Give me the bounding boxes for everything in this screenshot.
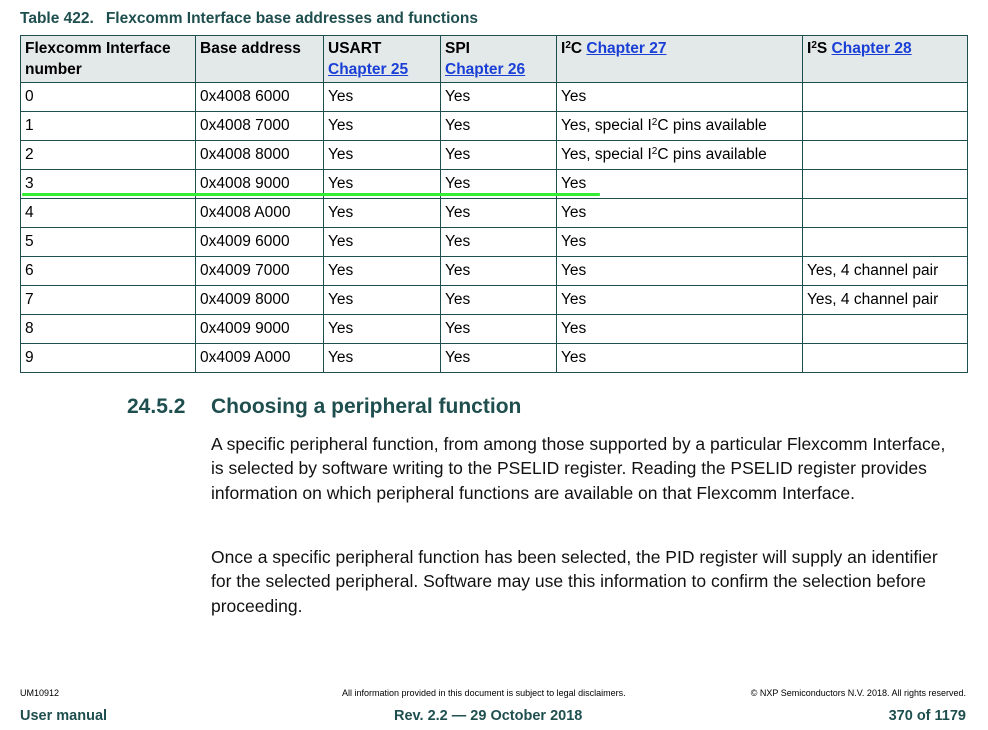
cell-i2s: Yes, 4 channel pair <box>803 257 968 286</box>
cell-usart: Yes <box>324 112 441 141</box>
cell-spi: Yes <box>441 170 557 199</box>
cell-i2c: Yes <box>557 257 803 286</box>
footer-revision: Rev. 2.2 — 29 October 2018 <box>394 708 583 724</box>
i2s-chapter-link[interactable]: Chapter 28 <box>831 40 912 57</box>
header-usart: USART Chapter 25 <box>324 36 441 83</box>
footer-doc-type: User manual <box>20 708 108 724</box>
cell-number: 9 <box>21 344 196 373</box>
section-title: Choosing a peripheral function <box>211 395 522 418</box>
cell-base-address: 0x4009 A000 <box>196 344 324 373</box>
header-base-address: Base address <box>196 36 324 83</box>
flexcomm-table <box>20 35 968 373</box>
header-spi: SPI Chapter 26 <box>441 36 557 83</box>
cell-usart: Yes <box>324 170 441 199</box>
cell-usart: Yes <box>324 199 441 228</box>
cell-i2c: Yes <box>557 199 803 228</box>
cell-number: 4 <box>21 199 196 228</box>
spi-chapter-link[interactable]: Chapter 26 <box>445 61 526 78</box>
header-i2c: $I^2C$ Chapter 27 <box>557 36 803 83</box>
cell-i2s <box>803 228 968 257</box>
table-row <box>21 112 968 141</box>
table-caption <box>20 10 478 28</box>
table-row <box>21 286 968 315</box>
cell-number: 6 <box>21 257 196 286</box>
cell-i2c: Yes <box>557 228 803 257</box>
cell-number: 2 <box>21 141 196 170</box>
table-row <box>21 344 968 373</box>
cell-base-address: 0x4008 7000 <box>196 112 324 141</box>
cell-base-address: 0x4009 9000 <box>196 315 324 344</box>
cell-base-address: 0x4008 A000 <box>196 199 324 228</box>
footer-doc-id: UM10912 <box>20 688 60 698</box>
cell-i2s <box>803 141 968 170</box>
section-number: 24.5.2 <box>127 395 186 418</box>
cell-i2s <box>803 170 968 199</box>
cell-i2s <box>803 199 968 228</box>
cell-i2c: Yes <box>557 83 803 112</box>
table-row <box>21 228 968 257</box>
table-row <box>21 315 968 344</box>
table-row <box>21 199 968 228</box>
header-flexcomm: Flexcomm Interface number <box>21 36 196 83</box>
cell-spi: Yes <box>441 344 557 373</box>
cell-usart: Yes <box>324 228 441 257</box>
cell-spi: Yes <box>441 257 557 286</box>
cell-i2c: Yes <box>557 170 803 199</box>
cell-i2s <box>803 315 968 344</box>
cell-number: 7 <box>21 286 196 315</box>
cell-base-address: 0x4008 8000 <box>196 141 324 170</box>
footer-page-number: 370 of 1179 <box>888 708 966 724</box>
cell-spi: Yes <box>441 83 557 112</box>
table-row <box>21 141 968 170</box>
footer-disclaimer: All information provided in this document is subject to legal disclaimers. <box>342 688 626 698</box>
cell-usart: Yes <box>324 141 441 170</box>
cell-base-address: 0x4009 7000 <box>196 257 324 286</box>
footer-copyright: © NXP Semiconductors N.V. 2018. All rights reserved. <box>750 688 966 698</box>
cell-spi: Yes <box>441 286 557 315</box>
cell-i2c: Yes <box>557 315 803 344</box>
cell-base-address: 0x4009 8000 <box>196 286 324 315</box>
cell-base-address: 0x4008 6000 <box>196 83 324 112</box>
cell-spi: Yes <box>441 228 557 257</box>
cell-usart: Yes <box>324 257 441 286</box>
header-i2s: $I^2S$ Chapter 28 <box>803 36 968 83</box>
cell-usart: Yes <box>324 315 441 344</box>
cell-base-address: 0x4008 9000 <box>196 170 324 199</box>
highlight-underline <box>22 193 600 196</box>
cell-i2s <box>803 83 968 112</box>
paragraph: Once a specific peripheral function has been selected, the PID register will supply an identifier for the selected peripheral. Software may use this information to confirm the selection before proceeding. <box>211 547 938 616</box>
cell-base-address: 0x4009 6000 <box>196 228 324 257</box>
cell-spi: Yes <box>441 199 557 228</box>
i2c-chapter-link[interactable]: Chapter 27 <box>586 40 667 57</box>
cell-usart: Yes <box>324 83 441 112</box>
cell-number: 8 <box>21 315 196 344</box>
table-row <box>21 83 968 112</box>
cell-i2s <box>803 344 968 373</box>
table-label: Table 422. <box>20 10 94 27</box>
cell-i2s: Yes, 4 channel pair <box>803 286 968 315</box>
cell-number: 5 <box>21 228 196 257</box>
cell-usart: Yes <box>324 286 441 315</box>
cell-number: 1 <box>21 112 196 141</box>
cell-i2c: Yes <box>557 286 803 315</box>
section-heading <box>127 395 521 419</box>
cell-i2c: Yes, special $I^2C$ pins available <box>557 112 803 141</box>
cell-i2c: Yes, special $I^2C$ pins available <box>557 141 803 170</box>
cell-i2s <box>803 112 968 141</box>
table-row <box>21 257 968 286</box>
table-title: Flexcomm Interface base addresses and functions <box>105 10 478 27</box>
paragraph: A specific peripheral function, from among those supported by a particular Flexcomm Interface, is selected by software writing to the PSELID register. Reading the PSELID register provides information on which peripheral functions are available on that Flexcomm Interface. <box>211 434 946 503</box>
cell-number: 3 <box>21 170 196 199</box>
cell-usart: Yes <box>324 344 441 373</box>
table-header-row <box>21 36 968 83</box>
cell-spi: Yes <box>441 141 557 170</box>
cell-spi: Yes <box>441 315 557 344</box>
usart-chapter-link[interactable]: Chapter 25 <box>328 61 409 78</box>
cell-number: 0 <box>21 83 196 112</box>
cell-i2c: Yes <box>557 344 803 373</box>
cell-spi: Yes <box>441 112 557 141</box>
